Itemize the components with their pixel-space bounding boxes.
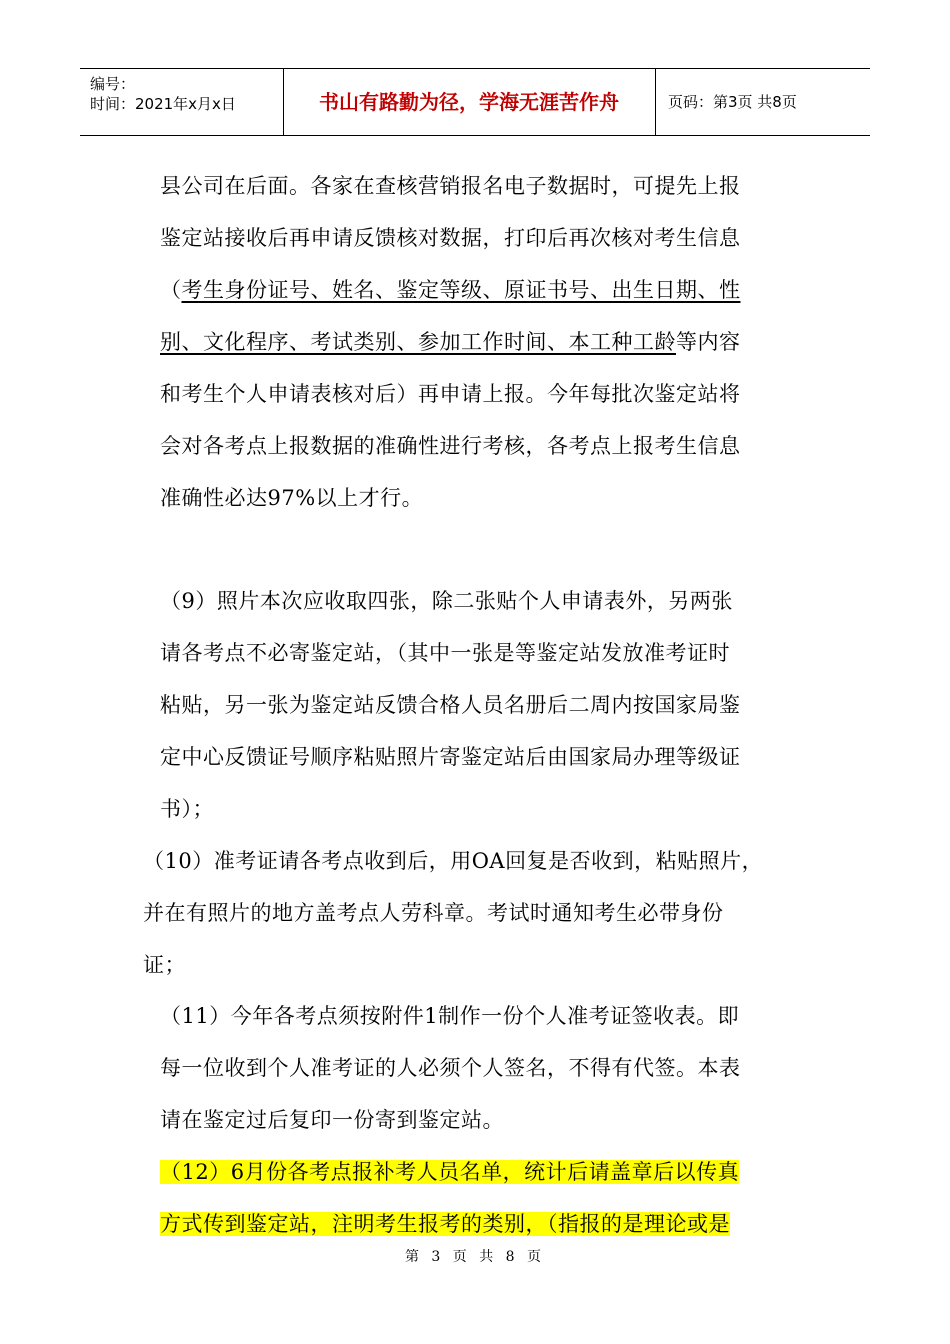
page-label: 页码：第3页 共8页	[668, 93, 797, 111]
header-table	[80, 68, 870, 136]
text-line: 定中心反馈证号顺序粘贴照片寄鉴定站后由国家局办理等级证	[160, 745, 741, 769]
text-line: 准确性必达97%以上才行。	[160, 486, 424, 510]
number-label: 编号：	[90, 75, 136, 93]
underlined-text: 考生身份证号、姓名、鉴定等级、原证书号、出生日期、性	[181, 278, 741, 302]
header-left-cell	[80, 69, 284, 135]
underlined-text: 别、文化程序、考试类别、参加工作时间、本工种工龄	[160, 330, 676, 354]
text-line: （9）照片本次应收取四张，除二张贴个人申请表外，另两张	[160, 589, 733, 613]
text-line: 每一位收到个人准考证的人必须个人签名，不得有代签。本表	[160, 1056, 741, 1080]
text-line: 别、文化程序、考试类别、参加工作时间、本工种工龄等内容	[160, 330, 741, 354]
text-line: 和考生个人申请表核对后）再申请上报。今年每批次鉴定站将	[160, 382, 741, 406]
text-line: （11）今年各考点须按附件1制作一份个人准考证签收表。即	[160, 1004, 740, 1028]
text-line: 证；	[143, 953, 186, 977]
page-footer: 第 3 页 共 8 页	[404, 1249, 546, 1265]
highlighted-line: 方式传到鉴定站，注明考生报考的类别，（指报的是理论或是	[160, 1212, 730, 1236]
motto: 书山有路勤为径，学海无涯苦作舟	[283, 69, 656, 135]
date-label: 时间：2021年x月x日	[90, 95, 236, 113]
text-line: 会对各考点上报数据的准确性进行考核，各考点上报考生信息	[160, 434, 741, 458]
text-line: 并在有照片的地方盖考点人劳科章。考试时通知考生必带身份	[143, 901, 724, 925]
text-line: 县公司在后面。各家在查核营销报名电子数据时，可提先上报	[160, 174, 741, 198]
text-line: 请在鉴定过后复印一份寄到鉴定站。	[160, 1108, 504, 1132]
text-line: （10）准考证请各考点收到后，用OA回复是否收到，粘贴照片，	[143, 849, 764, 873]
text-line: 书）；	[160, 797, 214, 821]
text-line: 粘贴，另一张为鉴定站反馈合格人员名册后二周内按国家局鉴	[160, 693, 741, 717]
text-line: （考生身份证号、姓名、鉴定等级、原证书号、出生日期、性	[160, 278, 741, 302]
text-line: 鉴定站接收后再申请反馈核对数据，打印后再次核对考生信息	[160, 226, 741, 250]
highlighted-line: （12）6月份各考点报补考人员名单，统计后请盖章后以传真	[160, 1160, 740, 1184]
text-line: 请各考点不必寄鉴定站，（其中一张是等鉴定站发放准考证时	[160, 641, 730, 665]
